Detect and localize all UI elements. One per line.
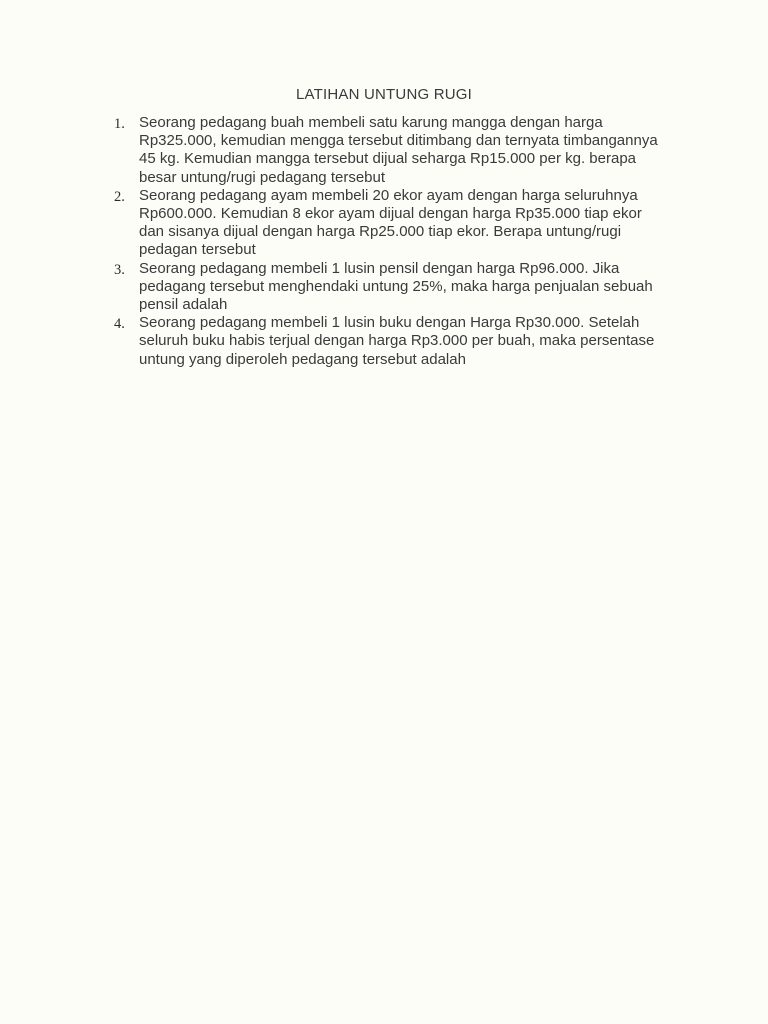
exercise-line: pedagang tersebut menghendaki untung 25%, maka harga penjualan sebuah — [139, 277, 653, 295]
exercise-item-3 — [114, 260, 684, 315]
document-title: LATIHAN UNTUNG RUGI — [295, 86, 473, 103]
exercise-line: Rp600.000. Kemudian 8 ekor ayam dijual dengan harga Rp35.000 tiap ekor — [139, 205, 642, 223]
exercise-line: pensil adalah — [139, 296, 228, 314]
exercise-number: 2. — [114, 188, 125, 205]
exercise-line: Seorang pedagang ayam membeli 20 ekor ayam dengan harga seluruhnya — [139, 186, 638, 204]
exercise-line: Seorang pedagang membeli 1 lusin buku dengan Harga Rp30.000. Setelah — [139, 314, 640, 332]
exercise-line: 45 kg. Kemudian mangga tersebut dijual seharga Rp15.000 per kg. berapa — [139, 150, 636, 168]
exercise-line: Rp325.000, kemudian mengga tersebut ditimbang dan ternyata timbangannya — [139, 132, 658, 150]
exercise-line: Seorang pedagang buah membeli satu karung mangga dengan harga — [139, 114, 603, 131]
exercise-item-4 — [114, 314, 684, 369]
exercise-line: untung yang diperoleh pedagang tersebut adalah — [139, 350, 466, 368]
exercise-line: Seorang pedagang membeli 1 lusin pensil dengan harga Rp96.000. Jika — [139, 259, 620, 277]
exercise-list — [114, 114, 684, 369]
exercise-line: pedagan tersebut — [139, 241, 256, 259]
exercise-line: besar untung/rugi pedagang tersebut — [139, 168, 386, 186]
exercise-item-2 — [114, 187, 684, 260]
exercise-line: dan sisanya dijual dengan harga Rp25.000 tiap ekor. Berapa untung/rugi — [139, 223, 622, 241]
exercise-item-1 — [114, 114, 684, 187]
exercise-number: 3. — [114, 261, 125, 278]
exercise-number: 1. — [114, 116, 125, 132]
exercise-line: seluruh buku habis terjual dengan harga Rp3.000 per buah, maka persentase — [139, 332, 655, 350]
exercise-number: 4. — [114, 316, 125, 333]
